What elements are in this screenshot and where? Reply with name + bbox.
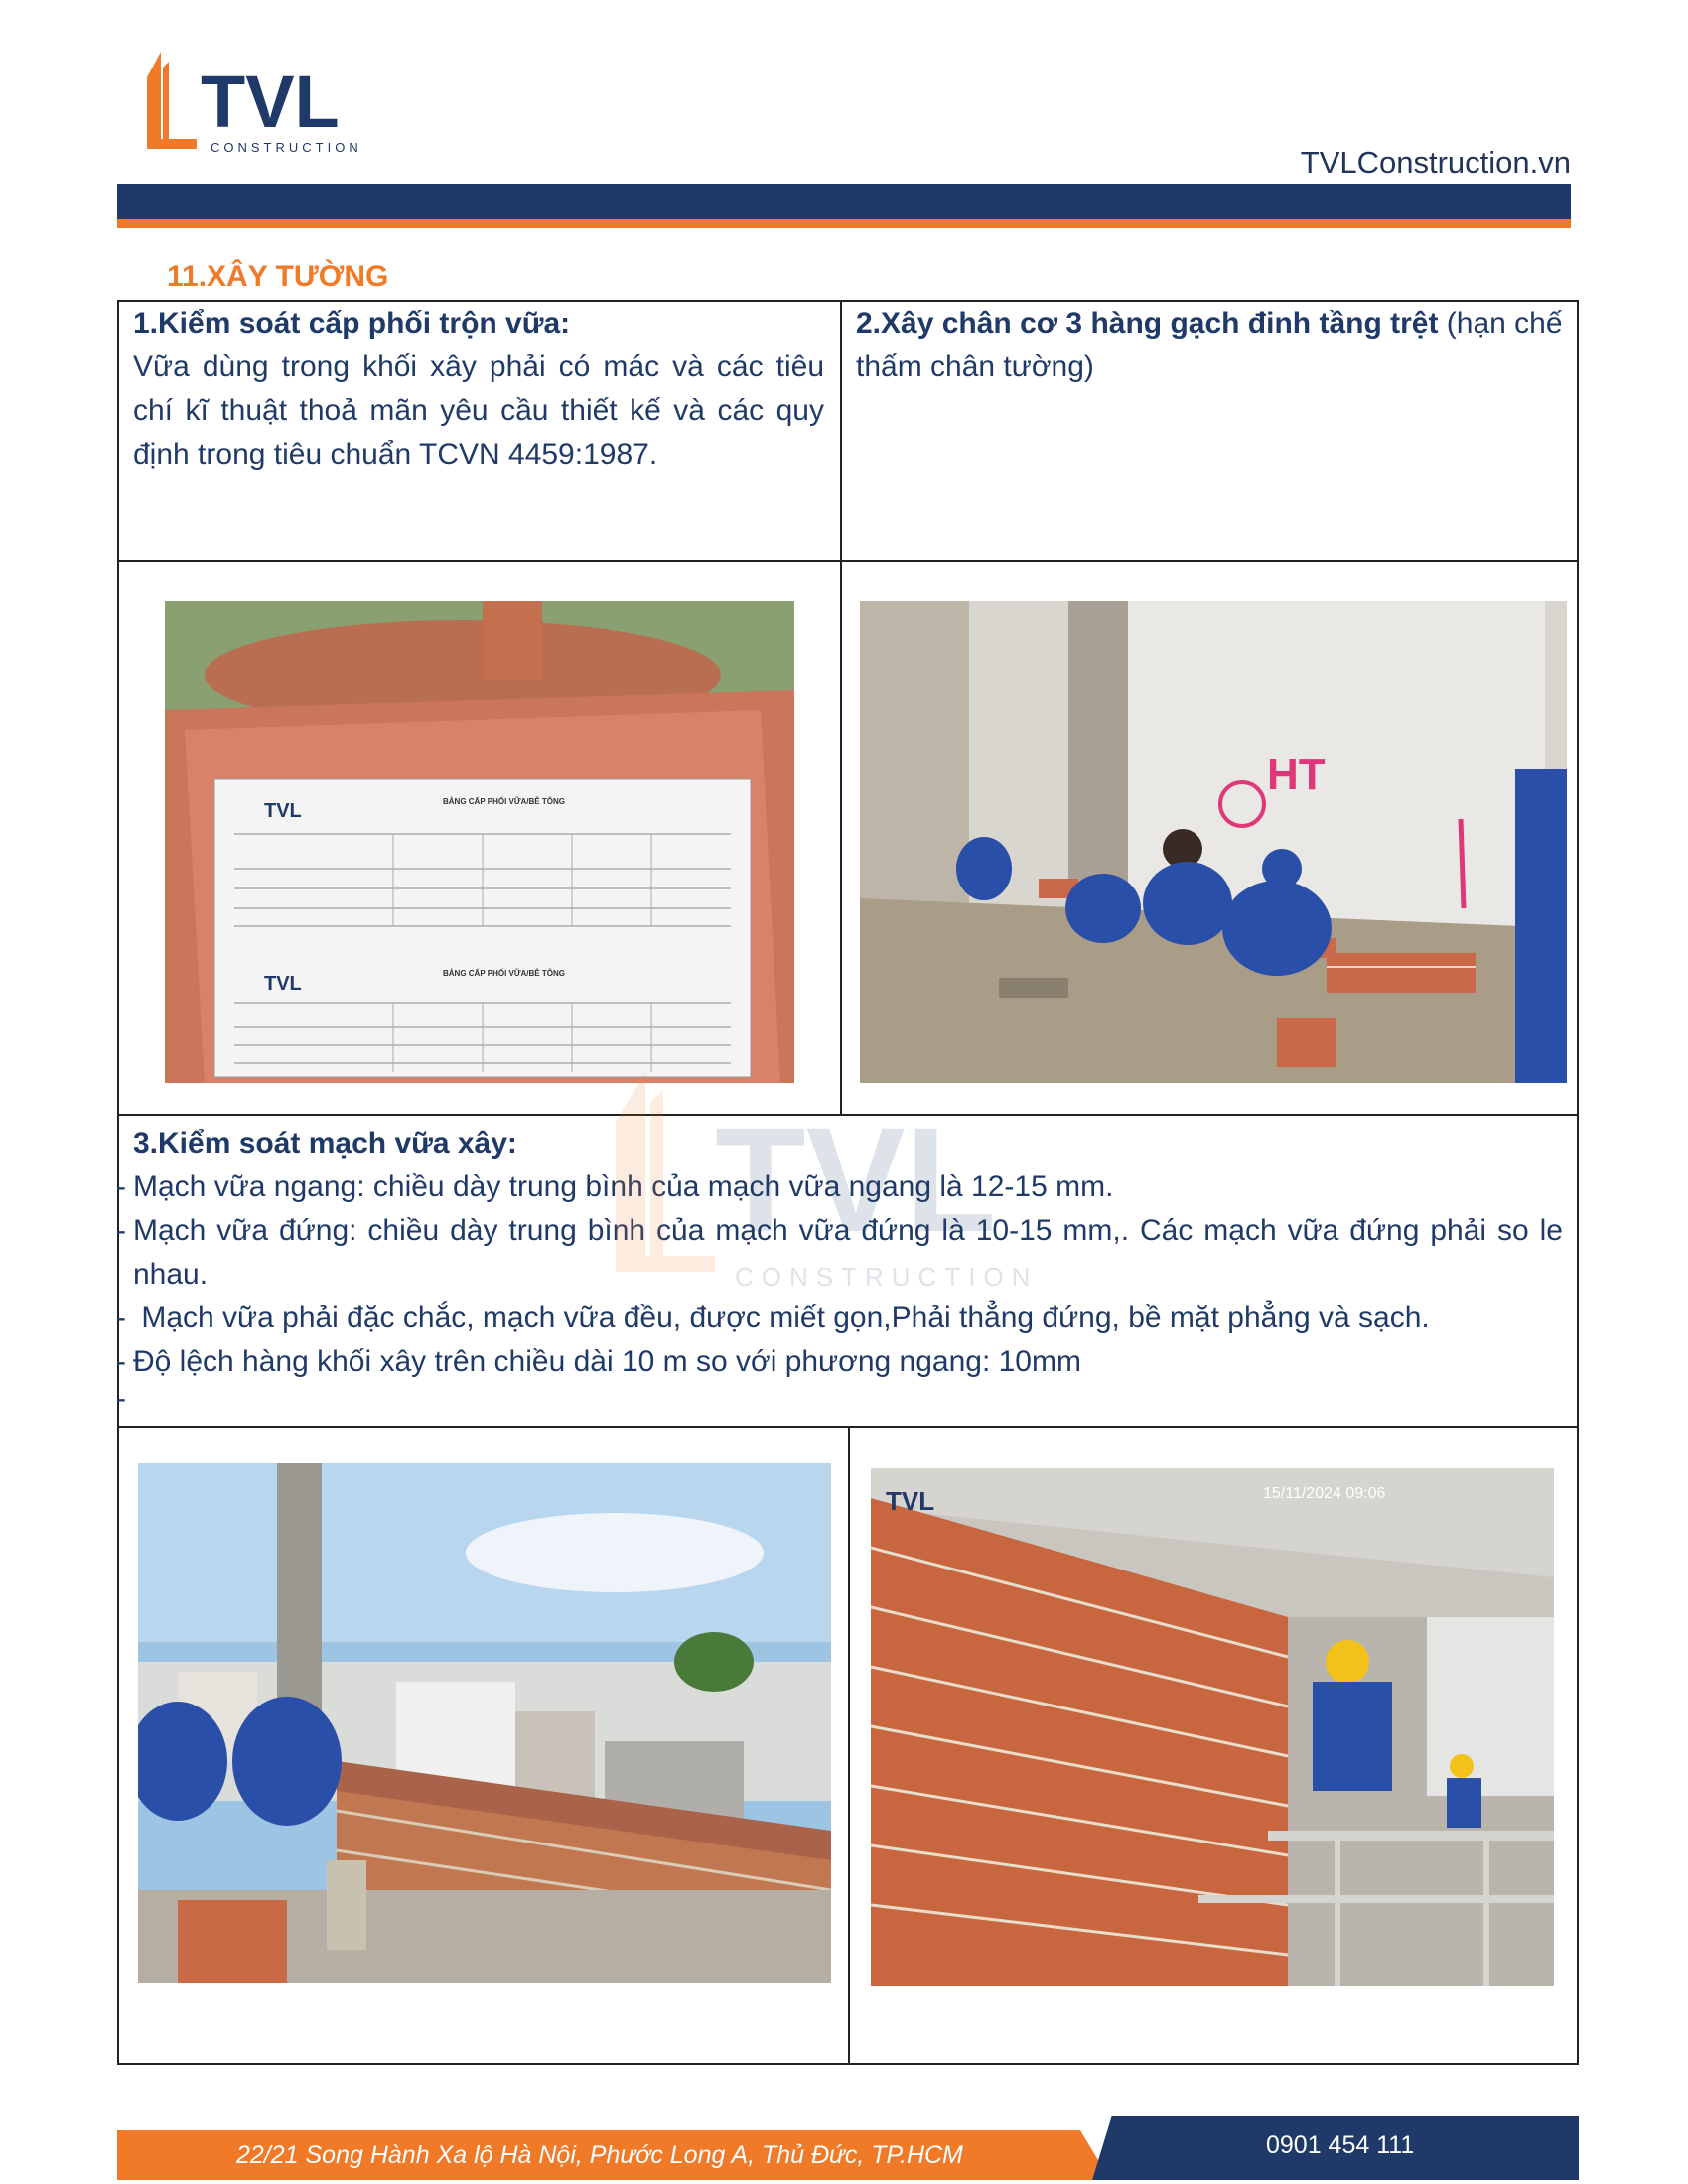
column-divider (840, 302, 842, 1114)
base-course-cell (856, 302, 1563, 389)
rooftop-wall-photo (138, 1463, 831, 1983)
svg-text:CONSTRUCTION: CONSTRUCTION (211, 140, 362, 155)
list-item: - Độ lệch hàng khối xây trên chiều dài 10 m so với phương ngang: 10mm (133, 1340, 1563, 1384)
bullet-dash: - (116, 1382, 126, 1415)
svg-text:TVL: TVL (264, 800, 302, 822)
row-divider (119, 560, 1577, 562)
svg-text:15/11/2024 09:06: 15/11/2024 09:06 (1263, 1485, 1386, 1502)
footer-address: 22/21 Song Hành Xa lộ Hà Nội, Phước Long A, Thủ Đức, TP.HCM (236, 2141, 963, 2169)
joints-cell (116, 1122, 1563, 1415)
mortar-mix-cell (133, 302, 824, 477)
bullet-dash: - (116, 1345, 126, 1378)
list-item (116, 1382, 1563, 1415)
header-accent-bar (117, 219, 1571, 228)
content-table (117, 300, 1579, 2065)
joints-title: 3.Kiểm soát mạch vữa xây: (133, 1127, 517, 1160)
list-item: - Mạch vữa ngang: chiều dày trung bình của mạch vữa ngang là 12-15 mm. (133, 1165, 1563, 1209)
section-heading: 11.XÂY TƯỜNG (167, 260, 389, 293)
mortar-mix-title: 1.Kiểm soát cấp phối trộn vữa: (133, 307, 571, 340)
list-item: - Mạch vữa đứng: chiều dày trung bình của mạch vữa đứng là 10-15 mm,. Các mạch vữa đứng phải so le nhau. (133, 1209, 1563, 1297)
bullet-dash: - (116, 1214, 126, 1247)
list-item: - Mạch vữa phải đặc chắc, mạch vữa đều, được miết gọn,Phải thẳng đứng, bề mặt phẳng và sạch. (133, 1297, 1563, 1340)
interior-wall-photo (871, 1468, 1554, 1986)
svg-text:CONSTRUCTION: CONSTRUCTION (735, 1262, 1039, 1292)
column-divider (848, 1426, 850, 2065)
svg-text:HT: HT (1267, 751, 1326, 799)
svg-text:TVL: TVL (201, 61, 340, 143)
svg-text:BẢNG CẤP PHỐI VỮA/BÊ TÔNG: BẢNG CẤP PHỐI VỮA/BÊ TÔNG (443, 797, 565, 806)
logo-mark-icon (139, 48, 377, 157)
mix-sheet-photo (165, 601, 794, 1083)
mortar-mix-body: Vữa dùng trong khối xây phải có mác và các tiêu chí kĩ thuật thoả mãn yêu cầu thiết kế và các quy định trong tiêu chuẩn TCVN 4459:1987. (133, 350, 824, 471)
svg-text:TVL: TVL (886, 1486, 935, 1516)
base-course-note: (hạn chế thấm chân tường) (856, 307, 1563, 383)
svg-text:BẢNG CẤP PHỐI VỮA/BÊ TÔNG: BẢNG CẤP PHỐI VỮA/BÊ TÔNG (443, 969, 565, 978)
header-bar (117, 184, 1571, 219)
joints-list (116, 1165, 1563, 1415)
svg-text:TVL: TVL (715, 1096, 997, 1263)
base-course-title: 2.Xây chân cơ 3 hàng gạch đinh tầng trệt (856, 307, 1439, 340)
site-url[interactable]: TVLConstruction.vn (1300, 145, 1571, 180)
base-course-photo (860, 601, 1567, 1083)
company-logo (139, 48, 377, 157)
bullet-dash: - (116, 1170, 126, 1203)
footer-phone[interactable]: 0901 454 111 (1266, 2131, 1415, 2159)
svg-text:TVL: TVL (264, 973, 302, 995)
bullet-dash: - (116, 1301, 126, 1334)
row-divider (119, 1114, 1577, 1116)
